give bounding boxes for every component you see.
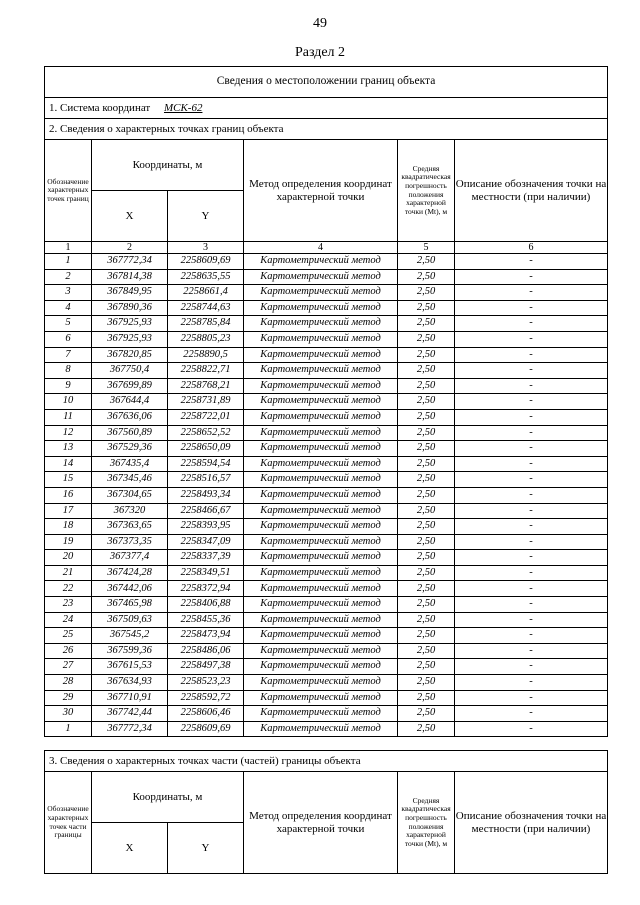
section3-title: 3. Сведения о характерных точках части (частей) границы объекта [45,751,608,772]
accuracy-cell: 2,50 [398,378,455,394]
coord-x-cell: 367890,36 [92,300,168,316]
accuracy-cell: 2,50 [398,409,455,425]
point-number-cell: 12 [45,425,92,441]
method-cell: Картометрический метод [244,331,398,347]
accuracy-cell: 2,50 [398,347,455,363]
coord-x-cell: 367925,93 [92,331,168,347]
table-row [45,394,608,410]
header-description: Описание обозначения точки на местности (при наличии) [455,140,608,242]
point-number-cell: 28 [45,675,92,691]
col-num: 2 [92,242,168,254]
description-cell: - [455,347,608,363]
coord-y-cell: 2258347,09 [168,534,244,550]
coord-y-cell: 2258822,71 [168,363,244,379]
coord-y-cell: 2258592,72 [168,690,244,706]
method-cell: Картометрический метод [244,534,398,550]
description-cell: - [455,721,608,737]
table-row [45,456,608,472]
point-number-cell: 26 [45,643,92,659]
coord-y-cell: 2258372,94 [168,581,244,597]
coord-y-cell: 2258661,4 [168,285,244,301]
table-row [45,721,608,737]
table-row [45,659,608,675]
description-cell: - [455,503,608,519]
coord-x-cell: 367304,65 [92,487,168,503]
page-number: 49 [313,16,327,31]
method-cell: Картометрический метод [244,378,398,394]
coord-y-cell: 2258523,23 [168,675,244,691]
coord-x-cell: 367772,34 [92,721,168,737]
description-cell: - [455,534,608,550]
method-cell: Картометрический метод [244,300,398,316]
point-number-cell: 2 [45,269,92,285]
description-cell: - [455,612,608,628]
coord-y-cell: 2258722,01 [168,409,244,425]
coord-system-label: 1. Система координат [49,101,151,114]
method-cell: Картометрический метод [244,690,398,706]
method-cell: Картометрический метод [244,503,398,519]
coord-y-cell: 2258497,38 [168,659,244,675]
description-cell: - [455,378,608,394]
description-cell: - [455,597,608,613]
description-cell: - [455,316,608,332]
accuracy-cell: 2,50 [398,316,455,332]
accuracy-cell: 2,50 [398,425,455,441]
coord-y-cell: 2258731,89 [168,394,244,410]
method-cell: Картометрический метод [244,441,398,457]
description-cell: - [455,363,608,379]
header2-y: Y [168,823,244,874]
point-number-cell: 25 [45,628,92,644]
point-number-cell: 23 [45,597,92,613]
accuracy-cell: 2,50 [398,628,455,644]
coord-x-cell: 367772,34 [92,254,168,270]
method-cell: Картометрический метод [244,269,398,285]
point-number-cell: 30 [45,706,92,722]
accuracy-cell: 2,50 [398,456,455,472]
coord-y-cell: 2258606,46 [168,706,244,722]
table-row [45,519,608,535]
point-number-cell: 5 [45,316,92,332]
coord-x-cell: 367634,93 [92,675,168,691]
accuracy-cell: 2,50 [398,285,455,301]
point-number-cell: 1 [45,254,92,270]
description-cell: - [455,675,608,691]
accuracy-cell: 2,50 [398,472,455,488]
boundary-table [44,66,608,737]
part-boundary-table [44,750,608,874]
header-method: Метод определения координат характерной точки [244,140,398,242]
table-row [45,487,608,503]
coord-y-cell: 2258650,09 [168,441,244,457]
header2-x: X [92,823,168,874]
coord-x-cell: 367442,06 [92,581,168,597]
coord-x-cell: 367435,4 [92,456,168,472]
point-number-cell: 8 [45,363,92,379]
table-row [45,675,608,691]
point-number-cell: 3 [45,285,92,301]
section2-title: 2. Сведения о характерных точках границ объекта [45,119,608,140]
col-num: 5 [398,242,455,254]
point-number-cell: 4 [45,300,92,316]
accuracy-cell: 2,50 [398,441,455,457]
coord-y-cell: 2258890,5 [168,347,244,363]
point-number-cell: 1 [45,721,92,737]
point-number-cell: 22 [45,581,92,597]
table-row [45,534,608,550]
header2-method: Метод определения координат характерной точки [244,772,398,874]
point-number-cell: 13 [45,441,92,457]
coord-x-cell: 367636,06 [92,409,168,425]
table-row [45,612,608,628]
coord-y-cell: 2258406,88 [168,597,244,613]
method-cell: Картометрический метод [244,519,398,535]
table-row [45,706,608,722]
coord-x-cell: 367644,4 [92,394,168,410]
point-number-cell: 9 [45,378,92,394]
accuracy-cell: 2,50 [398,519,455,535]
coord-system-value: МСК-62 [163,101,203,114]
coord-system-row [45,98,608,119]
header-x: X [92,191,168,242]
accuracy-cell: 2,50 [398,581,455,597]
method-cell: Картометрический метод [244,316,398,332]
coord-x-cell: 367545,2 [92,628,168,644]
method-cell: Картометрический метод [244,612,398,628]
description-cell: - [455,456,608,472]
coord-y-cell: 2258473,94 [168,628,244,644]
table-row [45,269,608,285]
coord-x-cell: 367529,36 [92,441,168,457]
description-cell: - [455,628,608,644]
point-number-cell: 24 [45,612,92,628]
description-cell: - [455,285,608,301]
description-cell: - [455,519,608,535]
coord-x-cell: 367710,91 [92,690,168,706]
table-row [45,285,608,301]
description-cell: - [455,394,608,410]
coord-x-cell: 367373,35 [92,534,168,550]
method-cell: Картометрический метод [244,394,398,410]
coord-x-cell: 367599,36 [92,643,168,659]
table-row [45,503,608,519]
point-number-cell: 19 [45,534,92,550]
coord-x-cell: 367699,89 [92,378,168,394]
method-cell: Картометрический метод [244,425,398,441]
col-num: 6 [455,242,608,254]
method-cell: Картометрический метод [244,643,398,659]
col-num: 3 [168,242,244,254]
coord-y-cell: 2258349,51 [168,565,244,581]
coord-y-cell: 2258805,23 [168,331,244,347]
table-row [45,550,608,566]
point-number-cell: 14 [45,456,92,472]
accuracy-cell: 2,50 [398,363,455,379]
description-cell: - [455,300,608,316]
point-number-cell: 29 [45,690,92,706]
coord-y-cell: 2258455,36 [168,612,244,628]
header2-coords: Координаты, м [92,772,244,823]
coord-x-cell: 367742,44 [92,706,168,722]
accuracy-cell: 2,50 [398,331,455,347]
coord-y-cell: 2258486,06 [168,643,244,659]
method-cell: Картометрический метод [244,597,398,613]
table-row [45,628,608,644]
method-cell: Картометрический метод [244,675,398,691]
coord-y-cell: 2258609,69 [168,721,244,737]
coord-x-cell: 367615,53 [92,659,168,675]
method-cell: Картометрический метод [244,254,398,270]
table-row [45,581,608,597]
header2-accuracy: Средняя квадратическая погрешность положения характерной точки (Mt), м [398,772,455,874]
coord-y-cell: 2258516,57 [168,472,244,488]
accuracy-cell: 2,50 [398,487,455,503]
method-cell: Картометрический метод [244,347,398,363]
point-number-cell: 17 [45,503,92,519]
coord-y-cell: 2258594,54 [168,456,244,472]
point-number-cell: 18 [45,519,92,535]
accuracy-cell: 2,50 [398,612,455,628]
method-cell: Картометрический метод [244,721,398,737]
coord-x-cell: 367849,95 [92,285,168,301]
method-cell: Картометрический метод [244,550,398,566]
method-cell: Картометрический метод [244,409,398,425]
method-cell: Картометрический метод [244,628,398,644]
coord-y-cell: 2258744,63 [168,300,244,316]
accuracy-cell: 2,50 [398,565,455,581]
point-number-cell: 15 [45,472,92,488]
table-row [45,425,608,441]
description-cell: - [455,472,608,488]
header-y: Y [168,191,244,242]
accuracy-cell: 2,50 [398,300,455,316]
description-cell: - [455,706,608,722]
description-cell: - [455,269,608,285]
table-row [45,363,608,379]
description-cell: - [455,487,608,503]
table-row [45,565,608,581]
table-row [45,378,608,394]
accuracy-cell: 2,50 [398,597,455,613]
coord-y-cell: 2258337,39 [168,550,244,566]
coord-x-cell: 367814,38 [92,269,168,285]
coord-x-cell: 367560,89 [92,425,168,441]
col-num: 4 [244,242,398,254]
table-row [45,316,608,332]
description-cell: - [455,643,608,659]
table-title: Сведения о местоположении границ объекта [45,67,608,98]
method-cell: Картометрический метод [244,581,398,597]
description-cell: - [455,254,608,270]
description-cell: - [455,581,608,597]
header-accuracy: Средняя квадратическая погрешность положения характерной точки (Mt), м [398,140,455,242]
coord-y-cell: 2258493,34 [168,487,244,503]
description-cell: - [455,425,608,441]
coord-x-cell: 367925,93 [92,316,168,332]
table-row [45,597,608,613]
point-number-cell: 27 [45,659,92,675]
description-cell: - [455,565,608,581]
method-cell: Картометрический метод [244,472,398,488]
accuracy-cell: 2,50 [398,659,455,675]
coord-x-cell: 367377,4 [92,550,168,566]
column-numbers-row [45,242,608,254]
coord-y-cell: 2258466,67 [168,503,244,519]
accuracy-cell: 2,50 [398,643,455,659]
point-number-cell: 10 [45,394,92,410]
point-number-cell: 6 [45,331,92,347]
table-row [45,643,608,659]
point-number-cell: 21 [45,565,92,581]
method-cell: Картометрический метод [244,659,398,675]
coord-y-cell: 2258393,95 [168,519,244,535]
coord-x-cell: 367424,28 [92,565,168,581]
accuracy-cell: 2,50 [398,721,455,737]
coord-x-cell: 367345,46 [92,472,168,488]
accuracy-cell: 2,50 [398,503,455,519]
accuracy-cell: 2,50 [398,269,455,285]
coord-y-cell: 2258785,84 [168,316,244,332]
table-row [45,441,608,457]
accuracy-cell: 2,50 [398,706,455,722]
table-row [45,300,608,316]
coord-x-cell: 367750,4 [92,363,168,379]
header2-point-designation: Обозначение характерных точек части границы [45,772,92,874]
coord-x-cell: 367320 [92,503,168,519]
method-cell: Картометрический метод [244,456,398,472]
method-cell: Картометрический метод [244,363,398,379]
description-cell: - [455,659,608,675]
accuracy-cell: 2,50 [398,254,455,270]
coord-x-cell: 367465,98 [92,597,168,613]
coord-x-cell: 367820,85 [92,347,168,363]
coord-y-cell: 2258609,69 [168,254,244,270]
description-cell: - [455,550,608,566]
table-row [45,254,608,270]
table-row [45,347,608,363]
description-cell: - [455,409,608,425]
point-number-cell: 11 [45,409,92,425]
coord-x-cell: 367363,65 [92,519,168,535]
col-num: 1 [45,242,92,254]
point-number-cell: 20 [45,550,92,566]
header2-description: Описание обозначения точки на местности (при наличии) [455,772,608,874]
accuracy-cell: 2,50 [398,394,455,410]
description-cell: - [455,690,608,706]
method-cell: Картометрический метод [244,487,398,503]
header-point-designation: Обозначение характерных точек границ [45,140,92,242]
table-row [45,472,608,488]
accuracy-cell: 2,50 [398,690,455,706]
coord-y-cell: 2258635,55 [168,269,244,285]
accuracy-cell: 2,50 [398,550,455,566]
coord-x-cell: 367509,63 [92,612,168,628]
accuracy-cell: 2,50 [398,534,455,550]
accuracy-cell: 2,50 [398,675,455,691]
coord-y-cell: 2258768,21 [168,378,244,394]
table-row [45,331,608,347]
description-cell: - [455,441,608,457]
description-cell: - [455,331,608,347]
coord-y-cell: 2258652,52 [168,425,244,441]
method-cell: Картометрический метод [244,285,398,301]
method-cell: Картометрический метод [244,706,398,722]
table-row [45,409,608,425]
point-number-cell: 7 [45,347,92,363]
section-title: Раздел 2 [294,45,346,60]
table-row [45,690,608,706]
point-number-cell: 16 [45,487,92,503]
header-coords: Координаты, м [92,140,244,191]
method-cell: Картометрический метод [244,565,398,581]
